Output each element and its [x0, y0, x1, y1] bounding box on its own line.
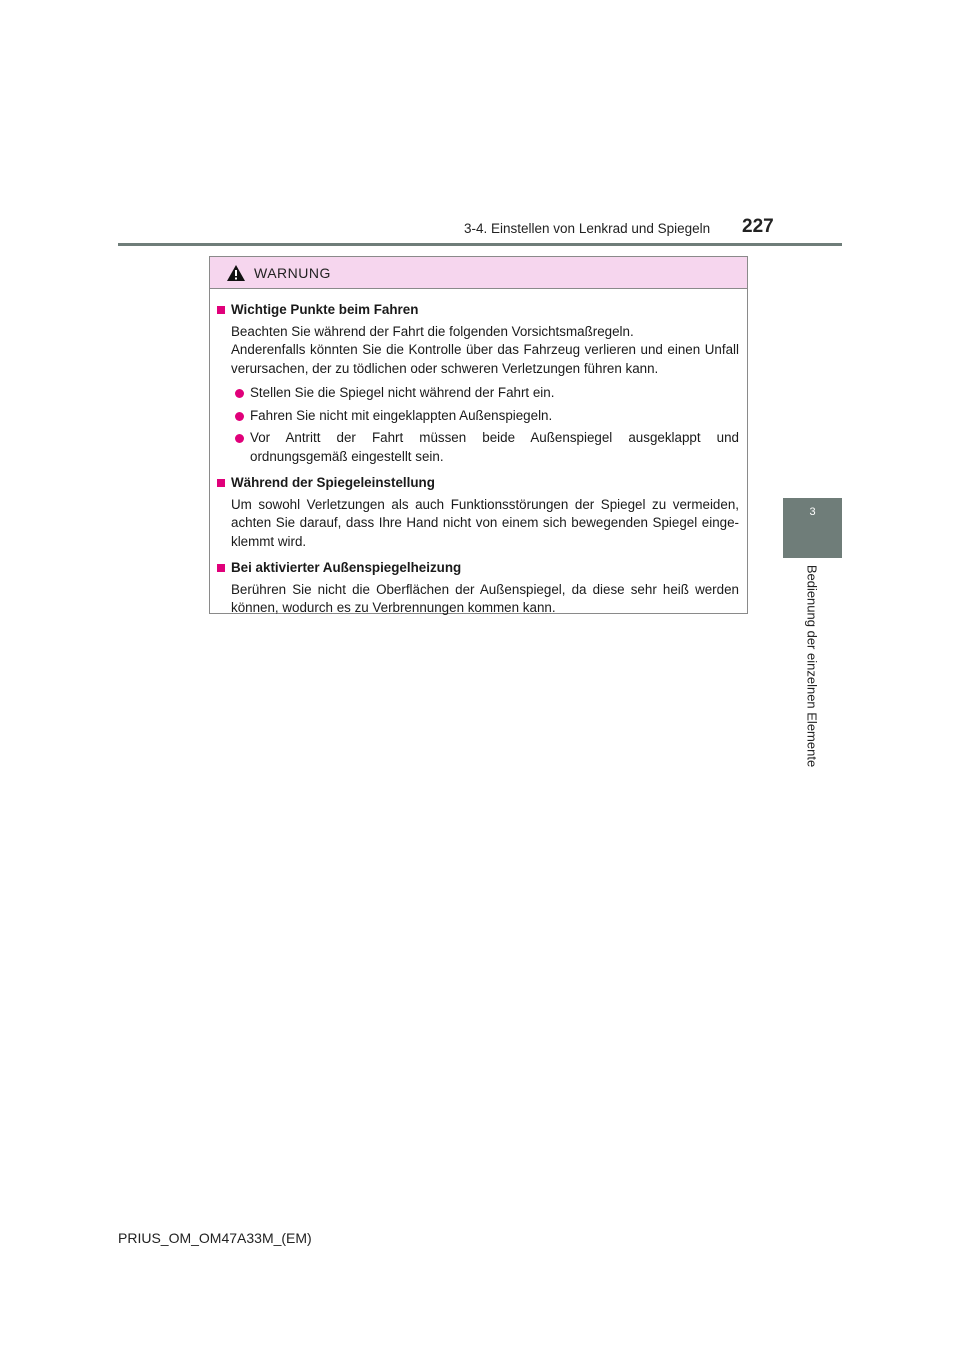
circle-bullet-icon: [235, 412, 244, 421]
chapter-label: Bedienung der einzelnen Elemente: [804, 564, 820, 768]
warning-triangle-icon: [226, 264, 246, 282]
list-item: [217, 429, 739, 466]
item-paragraph: Anderenfalls könnten Sie die Kontrolle über das Fahrzeug verlieren und einen Unfall verursachen, der zu tödlichen oder schweren Verletzungen führen kann.: [231, 342, 739, 376]
warning-header: [210, 257, 747, 289]
list-item-text: Vor Antritt der Fahrt müssen beide Außenspiegel ausgeklappt und ordnungsgemäß eingestellt sein.: [250, 430, 739, 464]
item-title-text: Bei aktivierter Außenspiegelheizung: [231, 560, 462, 575]
item-title: [217, 559, 739, 578]
item-title-text: Wichtige Punkte beim Fahren: [231, 302, 419, 317]
warning-body: [210, 289, 747, 618]
header-divider: [118, 243, 842, 246]
item-title: [217, 301, 739, 320]
chapter-number: 3: [809, 506, 816, 518]
item-paragraph: Beachten Sie während der Fahrt die folgenden Vorsichtsmaßregeln.: [231, 323, 634, 339]
item-title-text: Während der Spiegeleinstellung: [231, 475, 435, 490]
item-paragraph: Um sowohl Verletzungen als auch Funktionsstörungen der Spiegel zu vermeiden, achten Sie darauf, dass Ihre Hand nicht von einem sich bewegenden Spiegel einge-klemmt wird.: [231, 496, 739, 549]
square-bullet-icon: [217, 564, 225, 572]
header-section-title: 3-4. Einstellen von Lenkrad und Spiegeln: [464, 221, 711, 236]
list-item-text: Fahren Sie nicht mit eingeklappten Außenspiegeln.: [250, 407, 553, 423]
item-title: [217, 474, 739, 493]
bullet-list: [217, 384, 739, 466]
list-item-text: Stellen Sie die Spiegel nicht während der Fahrt ein.: [250, 385, 555, 400]
document-code: PRIUS_OM_OM47A33M_(EM): [118, 1230, 312, 1246]
item-paragraph: Berühren Sie nicht die Oberflächen der Außenspiegel, da diese sehr heiß werden können, wodurch es zu Verbrennungen kommen kann.: [231, 581, 739, 615]
warning-title: WARNUNG: [254, 264, 331, 281]
circle-bullet-icon: [235, 434, 244, 443]
list-item: [217, 407, 739, 426]
page-number: 227: [742, 216, 774, 237]
chapter-tab: [783, 498, 842, 558]
square-bullet-icon: [217, 479, 225, 487]
square-bullet-icon: [217, 306, 225, 314]
list-item: [217, 384, 739, 403]
warning-box: [209, 256, 748, 614]
circle-bullet-icon: [235, 389, 244, 398]
